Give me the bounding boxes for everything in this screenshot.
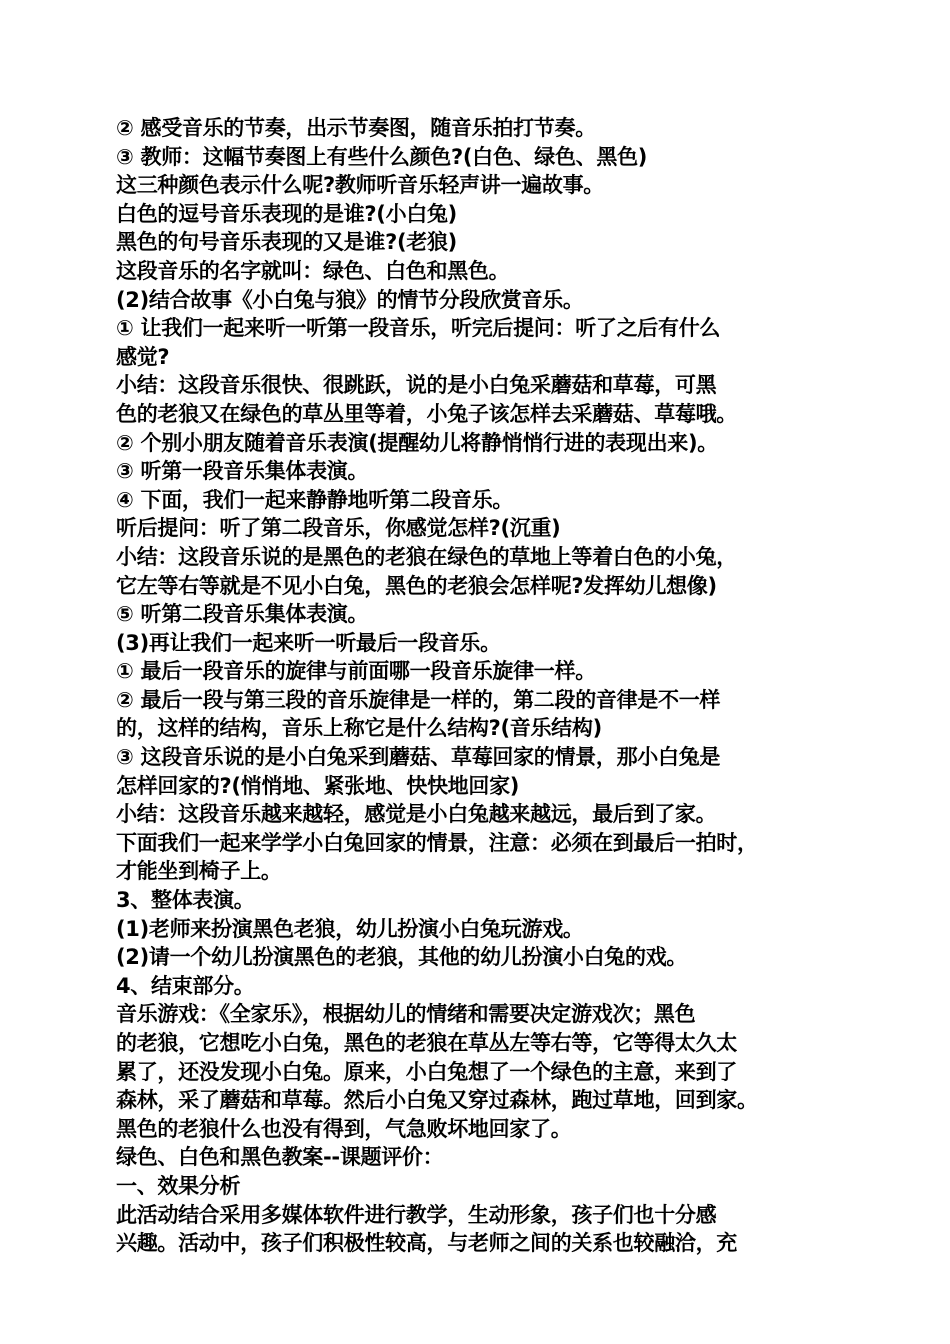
text-line: 才能坐到椅子上。 xyxy=(116,859,282,884)
text-line: ③ 听第一段音乐集体表演。 xyxy=(116,459,369,484)
text-line: ② 感受音乐的节奏，出示节奏图，随音乐拍打节奏。 xyxy=(116,116,596,140)
text-line: (3)再让我们一起来听一听最后一段音乐。 xyxy=(116,630,501,655)
text-line: 一、效果分析 xyxy=(116,1173,241,1198)
text-line: 的老狼，它想吃小白兔，黑色的老狼在草丛左等右等，它等得太久太 xyxy=(116,1031,737,1055)
text-line: 怎样回家的?(悄悄地、紧张地、快快地回家) xyxy=(116,773,520,798)
text-line: 累了，还没发现小白兔。原来，小白兔想了一个绿色的主意，来到了 xyxy=(116,1059,737,1084)
text-line: 这段音乐的名字就叫：绿色、白色和黑色。 xyxy=(116,258,510,283)
text-line: (2)结合故事《小白兔与狼》的情节分段欣赏音乐。 xyxy=(116,287,584,312)
text-line: 白色的逗号音乐表现的是谁?(小白兔) xyxy=(116,201,457,226)
text-line: (2)请一个幼儿扮演黑色的老狼，其他的幼儿扮演小白兔的戏。 xyxy=(116,945,688,970)
text-line: 小结：这段音乐说的是黑色的老狼在绿色的草地上等着白色的小兔， xyxy=(116,544,737,569)
text-line: 此活动结合采用多媒体软件进行教学，生动形象，孩子们也十分感 xyxy=(116,1202,717,1227)
text-line: 小结：这段音乐越来越轻，感觉是小白兔越来越远，最后到了家。 xyxy=(116,802,717,827)
text-line: ③ 这段音乐说的是小白兔采到蘑菇、草莓回家的情景，那小白兔是 xyxy=(116,745,721,770)
text-line: 的，这样的结构，音乐上称它是什么结构?(音乐结构) xyxy=(116,716,602,741)
text-line: 黑色的老狼什么也没有得到，气急败坏地回家了。 xyxy=(116,1116,572,1141)
text-line: ② 最后一段与第三段的音乐旋律是一样的，第二段的音律是不一样 xyxy=(116,687,721,712)
text-line: 它左等右等就是不见小白兔，黑色的老狼会怎样呢?发挥幼儿想像) xyxy=(116,573,717,598)
text-line: 音乐游戏：《全家乐》，根据幼儿的情绪和需要决定游戏次；黑色 xyxy=(116,1002,696,1027)
text-line: 下面我们一起来学学小白兔回家的情景，注意：必须在到最后一拍时， xyxy=(116,830,758,855)
text-line: 黑色的句号音乐表现的又是谁?(老狼) xyxy=(116,230,457,255)
text-line: (1)老师来扮演黑色老狼，幼儿扮演小白兔玩游戏。 xyxy=(116,916,584,941)
text-line: 这三种颜色表示什么呢?教师听音乐轻声讲一遍故事。 xyxy=(116,173,604,198)
text-line: 感觉? xyxy=(116,344,170,369)
text-line: ② 个别小朋友随着音乐表演(提醒幼儿将静悄悄行进的表现出来)。 xyxy=(116,430,718,455)
text-line: 4、结束部分。 xyxy=(116,973,255,998)
text-line: ① 让我们一起来听一听第一段音乐，听完后提问：听了之后有什么 xyxy=(116,316,721,341)
text-line: 森林，采了蘑菇和草莓。然后小白兔又穿过森林，跑过草地，回到家。 xyxy=(116,1088,758,1113)
text-line: 绿色、白色和黑色教案--课题评价： xyxy=(116,1145,444,1170)
text-line: 小结：这段音乐很快、很跳跃，说的是小白兔采蘑菇和草莓，可黑 xyxy=(116,373,717,398)
text-line: ① 最后一段音乐的旋律与前面哪一段音乐旋律一样。 xyxy=(116,659,596,684)
text-line: ④ 下面，我们一起来静静地听第二段音乐。 xyxy=(116,487,514,512)
document-body xyxy=(116,114,852,1258)
text-line: ⑤ 听第二段音乐集体表演。 xyxy=(116,602,369,627)
text-line: ③ 教师：这幅节奏图上有些什么颜色?(白色、绿色、黑色) xyxy=(116,144,648,169)
text-line: 兴趣。活动中，孩子们积极性较高，与老师之间的关系也较融洽，充 xyxy=(116,1231,737,1256)
text-line: 色的老狼又在绿色的草丛里等着，小兔子该怎样去采蘑菇、草莓哦。 xyxy=(116,401,737,426)
text-line: 3、整体表演。 xyxy=(116,888,255,913)
text-line: 听后提问：听了第二段音乐，你感觉怎样?(沉重) xyxy=(116,516,561,541)
